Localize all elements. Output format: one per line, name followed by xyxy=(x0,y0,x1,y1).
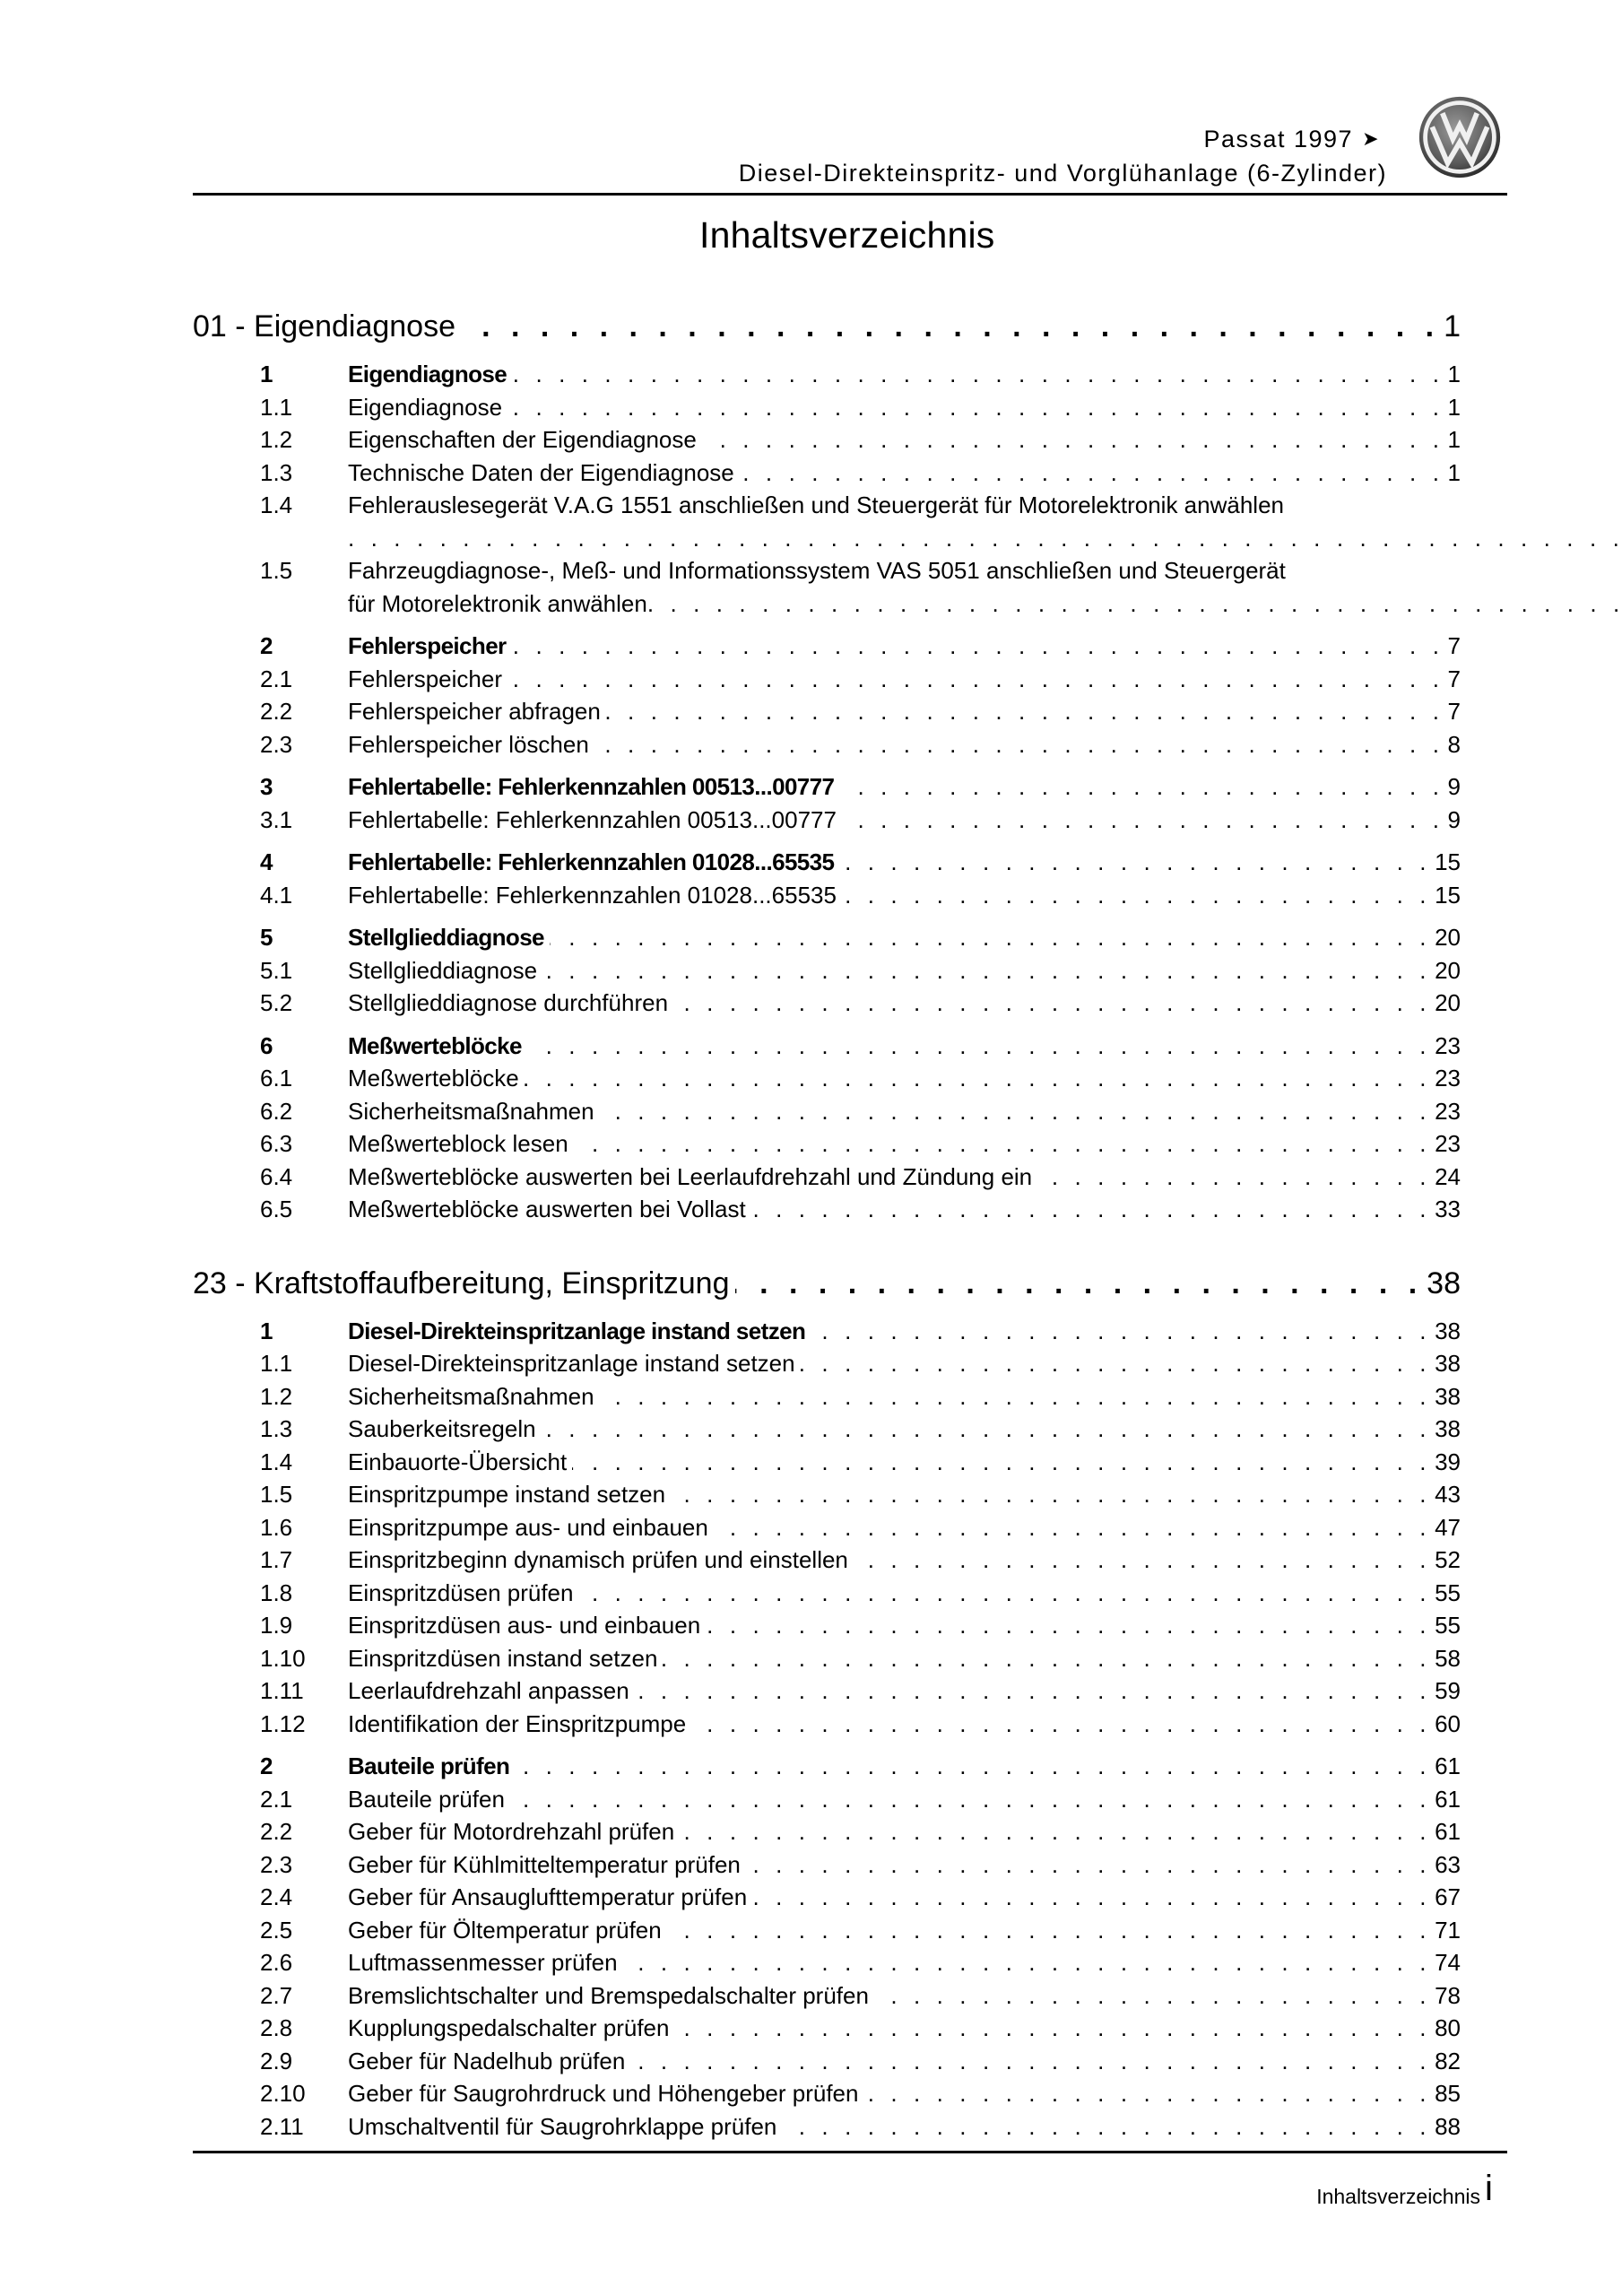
entry-title: Meßwerteblöcke auswerten bei Leerlaufdrehzahl und Zündung ein xyxy=(348,1162,1033,1190)
entry-number: 1.11 xyxy=(260,1677,304,1704)
dot-leader xyxy=(647,587,1622,621)
dot-leader xyxy=(606,695,1444,728)
dot-leader xyxy=(839,846,1431,879)
entry-page-number: 55 xyxy=(1435,1578,1461,1606)
toc-entry-link[interactable] xyxy=(193,1413,1461,1446)
toc-entry-link[interactable] xyxy=(193,2045,1461,2078)
entry-page-number: 61 xyxy=(1435,1785,1461,1813)
entry-number: 1 xyxy=(260,361,273,387)
toc-entry-link[interactable] xyxy=(193,1095,1461,1128)
dot-leader xyxy=(542,1413,1432,1446)
dot-leader xyxy=(527,1030,1431,1063)
entry-title: Bauteile prüfen xyxy=(348,1785,505,1813)
entry-number: 2.10 xyxy=(260,2080,306,2107)
toc-entry-link[interactable] xyxy=(193,423,1461,457)
entry-page-number: 38 xyxy=(1435,1317,1461,1344)
entry-page-number: 43 xyxy=(1435,1481,1461,1508)
dot-leader xyxy=(578,1577,1431,1610)
entry-number: 1.3 xyxy=(260,458,293,486)
entry-page-number: 39 xyxy=(1435,1448,1461,1475)
entry-title: Einspritzpumpe aus- und einbauen xyxy=(348,1513,708,1541)
toc-group xyxy=(193,846,1461,911)
entry-page-number: 59 xyxy=(1435,1677,1461,1704)
toc-entry-link[interactable] xyxy=(193,1708,1461,1741)
entry-page-number: 8 xyxy=(1447,730,1461,758)
footer-label: Inhaltsverzeichnis xyxy=(1316,2185,1480,2208)
dot-leader xyxy=(594,728,1444,761)
entry-page-number: 1 xyxy=(1447,393,1461,421)
entry-number: 6.1 xyxy=(260,1065,293,1091)
dot-leader xyxy=(842,804,1444,837)
dot-leader xyxy=(635,1674,1431,1708)
entry-number: 1.7 xyxy=(260,1546,293,1573)
toc-entry-link[interactable] xyxy=(193,1030,1461,1063)
entry-title: Einspritzdüsen prüfen xyxy=(348,1578,574,1606)
entry-number: 1.2 xyxy=(260,1382,293,1410)
toc-entry-link[interactable] xyxy=(193,358,1461,391)
entry-page-number: 7 xyxy=(1447,632,1461,659)
entry-title: Diesel-Direkteinspritzanlage instand setzen xyxy=(348,1350,795,1377)
dot-leader xyxy=(574,1127,1431,1161)
chapter-title: 23 - Kraftstoffaufbereitung, Einspritzung xyxy=(193,1265,730,1300)
entry-page-number: 38 xyxy=(1435,1382,1461,1410)
entry-title: Diesel-Direkteinspritzanlage instand setzen xyxy=(348,1317,806,1344)
toc-entry-link[interactable] xyxy=(193,1062,1461,1095)
toc-entry-link[interactable] xyxy=(193,1750,1461,1783)
chapter-page-number: 1 xyxy=(1444,309,1461,344)
toc-entry-link[interactable] xyxy=(193,457,1461,490)
toc-entry-link[interactable] xyxy=(193,1979,1461,2013)
dot-leader xyxy=(674,2012,1431,2045)
dot-leader xyxy=(1037,1161,1431,1194)
toc-entry-link[interactable] xyxy=(193,1511,1461,1544)
entry-title: Technische Daten der Eigendiagnose xyxy=(348,458,734,486)
footer-page-number: i xyxy=(1485,2169,1493,2208)
entry-number: 1.8 xyxy=(260,1578,293,1606)
dot-leader xyxy=(515,1750,1431,1783)
dot-leader xyxy=(461,305,1440,348)
chapter-page-number: 38 xyxy=(1427,1265,1461,1300)
entry-title: Kupplungspedalschalter prüfen xyxy=(348,2014,670,2041)
toc-chapter-link[interactable] xyxy=(193,1262,1461,1305)
entry-number: 1.3 xyxy=(260,1415,293,1442)
entry-title: Eigenschaften der Eigendiagnose xyxy=(348,426,697,453)
entry-title: Einspritzdüsen instand setzen xyxy=(348,1644,658,1672)
entry-title: Fehlerspeicher abfragen xyxy=(348,698,601,725)
toc-group xyxy=(193,1750,1461,2143)
toc-entry-link[interactable] xyxy=(193,1577,1461,1610)
entry-number: 1.10 xyxy=(260,1644,306,1672)
header-subtitle: Diesel-Direkteinspritz- und Vorglühanlage (6-Zylinder) xyxy=(738,160,1387,187)
dot-leader xyxy=(507,391,1444,424)
entry-page-number: 78 xyxy=(1435,1981,1461,2009)
entry-number: 1.4 xyxy=(260,491,293,518)
entry-page-number: 1 xyxy=(1447,426,1461,453)
toc-group xyxy=(193,1315,1461,1741)
entry-number: 2 xyxy=(260,1752,273,1779)
toc-group xyxy=(193,770,1461,836)
entry-number: 2.7 xyxy=(260,1981,293,2009)
dot-leader xyxy=(600,1380,1432,1413)
entry-title: Bremslichtschalter und Bremspedalschalter prüfen xyxy=(348,1981,869,2009)
dot-leader xyxy=(751,1193,1431,1226)
entry-page-number: 1 xyxy=(1447,361,1461,387)
dot-leader xyxy=(512,358,1444,391)
entry-number: 2.8 xyxy=(260,2014,293,2041)
entry-page-number: 60 xyxy=(1435,1709,1461,1737)
entry-page-number: 82 xyxy=(1435,2047,1461,2074)
page-title: Inhaltsverzeichnis xyxy=(699,214,995,256)
toc-entry-link[interactable] xyxy=(193,663,1461,696)
dot-leader xyxy=(874,1979,1431,2013)
toc-entry-link[interactable] xyxy=(193,1674,1461,1708)
chapter-title: 01 - Eigendiagnose xyxy=(193,309,456,344)
dot-leader xyxy=(746,1848,1431,1882)
toc-entry-link[interactable] xyxy=(193,554,1461,620)
toc-entry-link[interactable] xyxy=(193,2012,1461,2045)
entry-title: Geber für Nadelhub prüfen xyxy=(348,2047,626,2074)
entry-number: 1.2 xyxy=(260,426,293,453)
entry-number: 6.2 xyxy=(260,1097,293,1125)
toc-chapter-link[interactable] xyxy=(193,305,1461,348)
entry-title: Fehlerspeicher löschen xyxy=(348,730,589,758)
entry-page-number: 88 xyxy=(1435,2112,1461,2140)
table-of-contents xyxy=(193,305,1461,2143)
entry-title: Meßwerteblöcke auswerten bei Vollast xyxy=(348,1196,746,1222)
entry-title: Fehlerspeicher xyxy=(348,632,507,659)
entry-page-number: 67 xyxy=(1435,1883,1461,1910)
entry-title: Geber für Saugrohrdruck und Höhengeber prüfen xyxy=(348,2080,859,2107)
entry-number: 2.2 xyxy=(260,698,293,725)
entry-number: 1.12 xyxy=(260,1709,306,1737)
entry-number: 3.1 xyxy=(260,805,293,833)
dot-leader xyxy=(691,1708,1431,1741)
entry-title: Meßwerteblöcke xyxy=(348,1065,519,1091)
dot-leader xyxy=(740,457,1444,490)
entry-content xyxy=(348,554,1622,620)
toc-entry-link[interactable] xyxy=(193,1914,1461,1947)
toc-entry-link[interactable] xyxy=(193,2110,1461,2144)
toc-entry-link[interactable] xyxy=(193,1946,1461,1979)
entry-title: Fehlertabelle: Fehlerkennzahlen 00513...00777 xyxy=(348,805,837,833)
entry-page-number: 9 xyxy=(1447,773,1461,800)
dot-leader xyxy=(735,1262,1424,1305)
entry-title: Meßwerteblock lesen xyxy=(348,1130,568,1157)
toc-entry-link[interactable] xyxy=(193,1848,1461,1882)
entry-page-number: 20 xyxy=(1435,989,1461,1016)
entry-title: Luftmassenmesser prüfen xyxy=(348,1949,618,1976)
entry-number: 2.11 xyxy=(260,2112,304,2140)
toc-group xyxy=(193,358,1461,620)
entry-page-number: 9 xyxy=(1447,805,1461,833)
toc-group xyxy=(193,630,1461,761)
entry-title: Sicherheitsmaßnahmen xyxy=(348,1382,594,1410)
toc-entry-link[interactable] xyxy=(193,1347,1461,1380)
dot-leader xyxy=(854,1544,1431,1577)
toc-entry-link[interactable] xyxy=(193,770,1461,804)
dot-leader xyxy=(714,1511,1431,1544)
entry-number: 2.3 xyxy=(260,730,293,758)
toc-entry-link[interactable] xyxy=(193,489,1461,554)
toc-entry-link[interactable] xyxy=(193,1544,1461,1577)
header-vehicle-text: Passat 1997 xyxy=(1203,126,1354,152)
toc-entry-link[interactable] xyxy=(193,1127,1461,1161)
dot-leader xyxy=(512,630,1444,663)
dot-leader xyxy=(842,879,1431,912)
entry-page-number: 33 xyxy=(1435,1196,1461,1222)
dot-leader xyxy=(801,1347,1431,1380)
entry-page-number: 38 xyxy=(1435,1415,1461,1442)
dot-leader xyxy=(680,1815,1431,1848)
toc-entry-link[interactable] xyxy=(193,1642,1461,1675)
entry-title: Stellglieddiagnose xyxy=(348,924,544,951)
entry-number: 1.1 xyxy=(260,1350,293,1377)
entry-number: 4 xyxy=(260,848,273,875)
entry-number: 1 xyxy=(260,1317,273,1344)
entry-number: 2 xyxy=(260,632,273,659)
entry-number: 5.2 xyxy=(260,989,293,1016)
entry-line2 xyxy=(348,587,1622,621)
entry-number: 2.2 xyxy=(260,1818,293,1845)
entry-number: 2.1 xyxy=(260,1785,293,1813)
entry-page-number: 7 xyxy=(1447,665,1461,692)
entry-title: Fehlertabelle: Fehlerkennzahlen 01028...65535 xyxy=(348,881,837,909)
entry-number: 1.4 xyxy=(260,1448,293,1475)
entry-title: Sicherheitsmaßnahmen xyxy=(348,1097,594,1125)
dot-leader xyxy=(782,2110,1431,2144)
entry-page-number: 61 xyxy=(1435,1818,1461,1845)
entry-title: Einspritzdüsen aus- und einbauen xyxy=(348,1612,701,1639)
dot-leader xyxy=(542,954,1431,987)
toc-entry-link[interactable] xyxy=(193,1881,1461,1914)
entry-title: Fehlertabelle: Fehlerkennzahlen 00513...00777 xyxy=(348,773,835,800)
entry-title: Umschaltventil für Saugrohrklappe prüfen xyxy=(348,2112,777,2140)
entry-number: 2.4 xyxy=(260,1883,293,1910)
dot-leader xyxy=(811,1315,1431,1348)
entry-number: 1.9 xyxy=(260,1612,293,1639)
entry-number: 2.6 xyxy=(260,1949,293,1976)
toc-group xyxy=(193,921,1461,1020)
toc-entry-link[interactable] xyxy=(193,804,1461,837)
entry-content xyxy=(348,489,1622,554)
dot-leader xyxy=(702,423,1444,457)
dot-leader xyxy=(348,522,1622,555)
entry-title: Eigendiagnose xyxy=(348,361,507,387)
entry-title: Einspritzpumpe instand setzen xyxy=(348,1481,666,1508)
entry-number: 6.3 xyxy=(260,1130,293,1157)
toc-entry-link[interactable] xyxy=(193,954,1461,987)
entry-title-continued: für Motorelektronik anwählen xyxy=(348,589,647,617)
toc-entry-link[interactable] xyxy=(193,846,1461,879)
entry-title: Fehlerauslesegerät V.A.G 1551 anschließen und Steuergerät für Motorelektronik anwählen xyxy=(348,491,1284,518)
entry-title: Sauberkeitsregeln xyxy=(348,1415,536,1442)
entry-title: Stellglieddiagnose durchführen xyxy=(348,989,669,1016)
vw-logo-icon xyxy=(1417,93,1503,181)
toc-entry-link[interactable] xyxy=(193,391,1461,424)
entry-page-number: 15 xyxy=(1435,848,1461,875)
toc-entry-link[interactable] xyxy=(193,987,1461,1020)
dot-leader xyxy=(752,1881,1431,1914)
entry-title: Fahrzeugdiagnose-, Meß- und Informationssystem VAS 5051 anschließen und Steuergerät xyxy=(348,557,1286,584)
toc-entry-link[interactable] xyxy=(193,1315,1461,1348)
entry-title: Einbauorte-Übersicht xyxy=(348,1448,568,1475)
toc-entry-link[interactable] xyxy=(193,1446,1461,1479)
entry-page-number: 23 xyxy=(1435,1097,1461,1125)
entry-page-number: 20 xyxy=(1435,924,1461,951)
entry-number: 2.3 xyxy=(260,1850,293,1878)
entry-page-number: 1 xyxy=(1447,458,1461,486)
toc-group xyxy=(193,1030,1461,1226)
toc-entry-link[interactable] xyxy=(193,1783,1461,1816)
entry-number: 6 xyxy=(260,1031,273,1059)
entry-page-number: 55 xyxy=(1435,1612,1461,1639)
entry-page-number: 38 xyxy=(1435,1350,1461,1377)
toc-entry-link[interactable] xyxy=(193,728,1461,761)
dot-leader xyxy=(839,770,1444,804)
toc-entry-link[interactable] xyxy=(193,1815,1461,1848)
entry-number: 5.1 xyxy=(260,956,293,984)
entry-title: Stellglieddiagnose xyxy=(348,956,538,984)
entry-title: Geber für Ansauglufttemperatur prüfen xyxy=(348,1883,748,1910)
entry-title: Einspritzbeginn dynamisch prüfen und einstellen xyxy=(348,1546,848,1573)
toc-entry-link[interactable] xyxy=(193,695,1461,728)
entry-number: 1.5 xyxy=(260,1481,293,1508)
entry-number: 3 xyxy=(260,773,273,800)
entry-page-number: 58 xyxy=(1435,1644,1461,1672)
entry-line2 xyxy=(348,522,1622,555)
toc-entry-link[interactable] xyxy=(193,1478,1461,1511)
dot-leader xyxy=(525,1062,1431,1095)
entry-page-number: 71 xyxy=(1435,1916,1461,1944)
entry-number: 2.9 xyxy=(260,2047,293,2074)
dot-leader xyxy=(673,987,1431,1020)
entry-title: Geber für Motordrehzahl prüfen xyxy=(348,1818,675,1845)
entry-page-number: 23 xyxy=(1435,1065,1461,1091)
entry-number: 6.5 xyxy=(260,1196,293,1222)
entry-page-number: 74 xyxy=(1435,1949,1461,1976)
toc-entry-link[interactable] xyxy=(193,921,1461,954)
dot-leader xyxy=(510,1783,1431,1816)
toc-entry-link[interactable] xyxy=(193,630,1461,663)
entry-page-number: 47 xyxy=(1435,1513,1461,1541)
entry-number: 1.6 xyxy=(260,1513,293,1541)
entry-title: Leerlaufdrehzahl anpassen xyxy=(348,1677,629,1704)
dot-leader xyxy=(663,1642,1431,1675)
entry-page-number: 61 xyxy=(1435,1752,1461,1779)
header-divider xyxy=(193,193,1507,196)
arrow-right-icon: ➤ xyxy=(1362,127,1380,150)
toc-entry-link[interactable] xyxy=(193,1380,1461,1413)
entry-number: 5 xyxy=(260,924,273,951)
toc-entry-link[interactable] xyxy=(193,879,1461,912)
toc-entry-link[interactable] xyxy=(193,1161,1461,1194)
entry-page-number: 52 xyxy=(1435,1546,1461,1573)
entry-title: Meßwerteblöcke xyxy=(348,1031,522,1059)
dot-leader xyxy=(623,1946,1431,1979)
entry-page-number: 63 xyxy=(1435,1850,1461,1878)
entry-title: Fehlertabelle: Fehlerkennzahlen 01028...65535 xyxy=(348,848,835,875)
toc-entry-link[interactable] xyxy=(193,1193,1461,1226)
dot-leader xyxy=(863,2077,1431,2110)
entry-title: Identifikation der Einspritzpumpe xyxy=(348,1709,687,1737)
dot-leader xyxy=(550,921,1431,954)
entry-number: 6.4 xyxy=(260,1162,293,1190)
toc-entry-link[interactable] xyxy=(193,2077,1461,2110)
toc-entry-link[interactable] xyxy=(193,1609,1461,1642)
dot-leader xyxy=(572,1446,1431,1479)
entry-page-number: 80 xyxy=(1435,2014,1461,2041)
entry-page-number: 20 xyxy=(1435,956,1461,984)
entry-title: Geber für Kühlmitteltemperatur prüfen xyxy=(348,1850,741,1878)
entry-page-number: 7 xyxy=(1447,698,1461,725)
header-vehicle xyxy=(1203,127,1380,152)
entry-page-number: 23 xyxy=(1435,1130,1461,1157)
dot-leader xyxy=(671,1478,1431,1511)
entry-title: Geber für Öltemperatur prüfen xyxy=(348,1916,662,1944)
dot-leader xyxy=(706,1609,1431,1642)
footer-divider xyxy=(193,2151,1507,2153)
entry-page-number: 15 xyxy=(1435,881,1461,909)
entry-number: 4.1 xyxy=(260,881,293,909)
entry-page-number: 24 xyxy=(1435,1162,1461,1190)
entry-page-number: 23 xyxy=(1435,1031,1461,1059)
entry-title: Bauteile prüfen xyxy=(348,1752,510,1779)
dot-leader xyxy=(600,1095,1432,1128)
entry-number: 2.5 xyxy=(260,1916,293,1944)
entry-number: 1.5 xyxy=(260,557,293,584)
entry-page-number: 85 xyxy=(1435,2080,1461,2107)
entry-number: 2.1 xyxy=(260,665,293,692)
dot-leader xyxy=(630,2045,1431,2078)
entry-title: Fehlerspeicher xyxy=(348,665,502,692)
entry-number: 1.1 xyxy=(260,393,293,421)
dot-leader xyxy=(507,663,1444,696)
dot-leader xyxy=(667,1914,1431,1947)
entry-title: Eigendiagnose xyxy=(348,393,503,421)
